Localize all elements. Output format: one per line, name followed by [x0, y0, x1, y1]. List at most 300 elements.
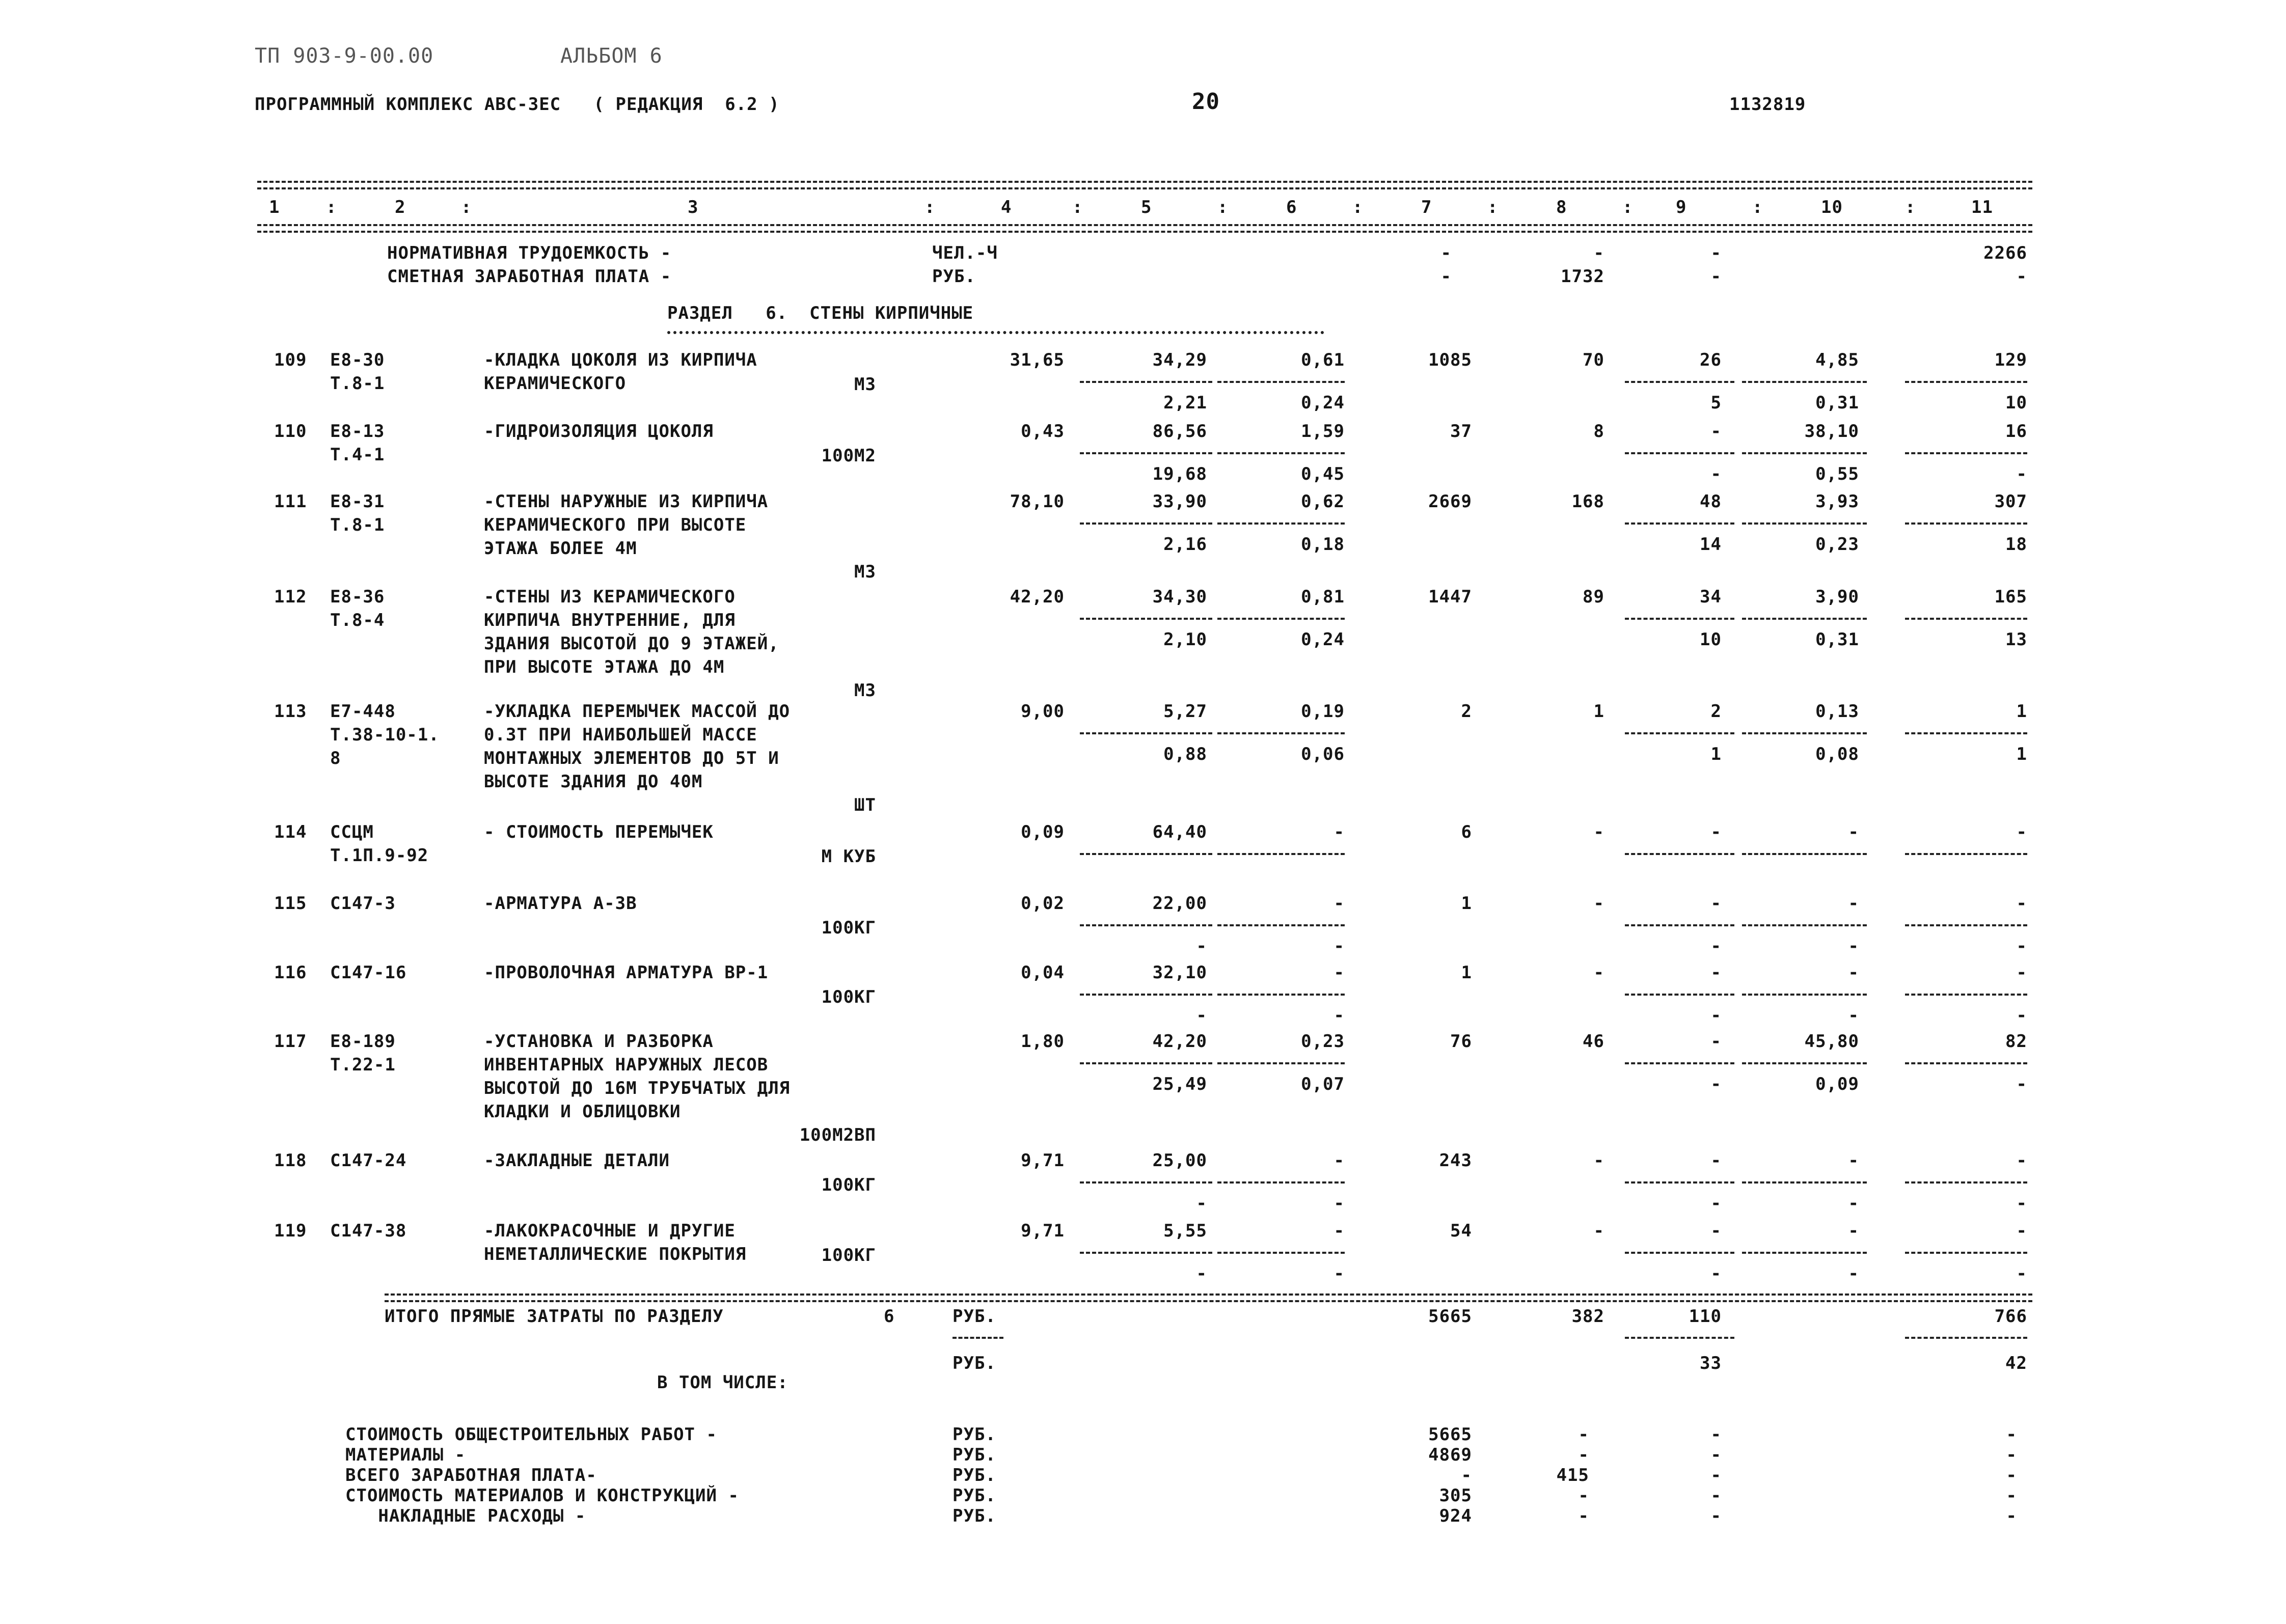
row-number: 113	[274, 701, 307, 722]
summary-c11: -	[2006, 1485, 2017, 1506]
row-quantity: 1,80	[1021, 1031, 1065, 1052]
row-c9-bottom: -	[1710, 1074, 1722, 1094]
row-dash-c11	[1905, 853, 2027, 855]
summary-c9: -	[1710, 1485, 1722, 1506]
header-top-rule	[257, 181, 2032, 183]
row-dash-c6	[1217, 452, 1345, 454]
row-quantity: 0,02	[1021, 893, 1065, 914]
row-number: 111	[274, 491, 307, 512]
row-dash-c6	[1217, 522, 1345, 525]
row-dash-c9	[1625, 522, 1734, 525]
row-dash-c5	[1080, 522, 1212, 525]
norm-c9: -	[1710, 266, 1722, 287]
column-number: 1	[269, 197, 280, 217]
row-total-cost: 2669	[1428, 491, 1472, 512]
summary-c11: -	[2006, 1424, 2017, 1445]
row-unit-machine: -	[1334, 893, 1345, 914]
norm-unit: ЧЕЛ.-Ч	[932, 243, 998, 263]
row-total-cost: 1	[1461, 962, 1472, 983]
row-description: - СТОИМОСТЬ ПЕРЕМЫЧЕК	[484, 822, 714, 842]
row-unit-cost: 33,90	[1152, 491, 1207, 512]
summary-c8: -	[1578, 1506, 1589, 1526]
row-norm-code: Е8-13	[330, 421, 385, 442]
row-total-wage: 46	[1583, 1031, 1604, 1052]
row-norm-code: Е8-36	[330, 587, 385, 607]
row-c11-top: -	[2016, 893, 2027, 914]
row-description: НЕМЕТАЛЛИЧЕСКИЕ ПОКРЫТИЯ	[484, 1244, 747, 1264]
row-c11-top: 129	[1994, 350, 2027, 370]
row-c11-top: 16	[2005, 421, 2027, 442]
row-description: ПРИ ВЫСОТЕ ЭТАЖА ДО 4М	[484, 657, 725, 677]
summary-unit: РУБ.	[953, 1424, 996, 1445]
row-dash-c5	[1080, 732, 1212, 734]
row-norm-code: Т.8-1	[330, 515, 385, 535]
row-c9-bottom: -	[1710, 464, 1722, 484]
row-dash-c9	[1625, 1181, 1734, 1183]
column-separator: :	[1217, 197, 1229, 217]
norm-c8: -	[1593, 243, 1604, 263]
row-quantity: 9,71	[1021, 1150, 1065, 1171]
row-dash-c5	[1080, 924, 1212, 926]
row-description: МОНТАЖНЫХ ЭЛЕМЕНТОВ ДО 5Т И	[484, 748, 779, 768]
row-c10-bottom: 0,55	[1815, 464, 1859, 484]
row-dash-c11	[1905, 1252, 2027, 1254]
row-norm-code: Е8-30	[330, 350, 385, 370]
row-c10-bottom: -	[1848, 936, 1859, 956]
row-description: ЗДАНИЯ ВЫСОТОЙ ДО 9 ЭТАЖЕЙ,	[484, 634, 779, 654]
row-norm-code: Е8-31	[330, 491, 385, 512]
row-c11-top: 165	[1994, 587, 2027, 607]
row-unit-machine: 0,81	[1301, 587, 1345, 607]
document-code: ТП 903-9-00.00	[255, 44, 434, 68]
row-c9-top: 26	[1700, 350, 1722, 370]
totals-c11-bottom: 42	[2005, 1353, 2027, 1373]
row-unit-cost: 64,40	[1152, 822, 1207, 842]
row-description: КЕРАМИЧЕСКОГО	[484, 373, 627, 394]
row-description: ВЫСОТЕ ЗДАНИЯ ДО 40М	[484, 772, 703, 792]
summary-c9: -	[1710, 1506, 1722, 1526]
row-quantity: 9,00	[1021, 701, 1065, 722]
row-c9-top: 34	[1700, 587, 1722, 607]
row-dash-c5	[1080, 1181, 1212, 1183]
row-number: 112	[274, 587, 307, 607]
summary-unit: РУБ.	[953, 1506, 996, 1526]
totals-top-rule-2	[385, 1300, 2032, 1302]
summary-c11: -	[2006, 1506, 2017, 1526]
row-c10-top: 3,93	[1815, 491, 1859, 512]
totals-c11-dash	[1905, 1337, 2027, 1339]
norm-c7: -	[1440, 243, 1452, 263]
summary-c7: -	[1461, 1465, 1472, 1485]
row-c10-bottom: 0,31	[1815, 629, 1859, 650]
row-c10-top: 4,85	[1815, 350, 1859, 370]
row-c11-top: -	[2016, 822, 2027, 842]
row-c11-bottom: -	[2016, 1005, 2027, 1026]
row-unit-machine: 0,61	[1301, 350, 1345, 370]
row-unit-machine-wage: -	[1334, 936, 1345, 956]
row-c9-bottom: -	[1710, 1263, 1722, 1284]
row-description: -КЛАДКА ЦОКОЛЯ ИЗ КИРПИЧА	[484, 350, 757, 370]
row-norm-code: 8	[330, 748, 341, 768]
row-dash-c6	[1217, 618, 1345, 620]
row-unit-cost-wage: 19,68	[1152, 464, 1207, 484]
row-unit-machine-wage: -	[1334, 1005, 1345, 1026]
totals-label: ИТОГО ПРЯМЫЕ ЗАТРАТЫ ПО РАЗДЕЛУ	[385, 1306, 724, 1327]
row-dash-c10	[1742, 732, 1867, 734]
row-unit-cost-wage: 2,10	[1163, 629, 1207, 650]
row-c9-top: -	[1710, 822, 1722, 842]
row-c9-bottom: 10	[1700, 629, 1722, 650]
row-c11-top: 1	[2016, 701, 2027, 722]
row-unit-cost: 25,00	[1152, 1150, 1207, 1171]
row-unit-cost-wage: -	[1196, 1005, 1207, 1026]
column-separator: :	[1072, 197, 1083, 217]
row-unit-cost: 5,27	[1163, 701, 1207, 722]
row-total-wage: -	[1593, 1221, 1604, 1241]
row-dash-c9	[1625, 452, 1734, 454]
row-quantity: 31,65	[1010, 350, 1065, 370]
row-dash-c10	[1742, 1181, 1867, 1183]
summary-label: НАКЛАДНЫЕ РАСХОДЫ -	[345, 1506, 586, 1526]
row-c11-top: 307	[1994, 491, 2027, 512]
norm-c9: -	[1710, 243, 1722, 263]
row-unit: М КУБ	[821, 846, 876, 867]
row-c10-top: -	[1848, 1221, 1859, 1241]
row-quantity: 0,43	[1021, 421, 1065, 442]
row-c9-top: -	[1710, 1150, 1722, 1171]
row-description: ИНВЕНТАРНЫХ НАРУЖНЫХ ЛЕСОВ	[484, 1055, 769, 1075]
row-c9-top: 2	[1710, 701, 1722, 722]
row-unit-machine: -	[1334, 1150, 1345, 1171]
row-c11-bottom: -	[2016, 936, 2027, 956]
row-dash-c10	[1742, 1252, 1867, 1254]
row-c11-bottom: -	[2016, 1074, 2027, 1094]
row-c11-top: -	[2016, 1221, 2027, 1241]
row-unit-machine-wage: 0,18	[1301, 534, 1345, 555]
row-quantity: 0,04	[1021, 962, 1065, 983]
row-dash-c11	[1905, 732, 2027, 734]
row-dash-c11	[1905, 1181, 2027, 1183]
row-unit-machine: 0,62	[1301, 491, 1345, 512]
row-number: 116	[274, 962, 307, 983]
row-dash-c5	[1080, 452, 1212, 454]
row-c10-top: 3,90	[1815, 587, 1859, 607]
summary-c7: 924	[1439, 1506, 1472, 1526]
row-norm-code: С147-16	[330, 962, 407, 983]
column-separator: :	[1752, 197, 1763, 217]
totals-unit-dash	[953, 1337, 1003, 1339]
row-norm-code: Т.8-4	[330, 610, 385, 630]
row-description: ВЫСОТОЙ ДО 16М ТРУБЧАТЫХ ДЛЯ	[484, 1078, 791, 1098]
row-description: -СТЕНЫ НАРУЖНЫЕ ИЗ КИРПИЧА	[484, 491, 769, 512]
row-unit-cost: 22,00	[1152, 893, 1207, 914]
totals-top-rule	[385, 1293, 2032, 1296]
row-dash-c6	[1217, 994, 1345, 996]
column-number: 2	[395, 197, 406, 217]
row-dash-c9	[1625, 732, 1734, 734]
row-dash-c11	[1905, 618, 2027, 620]
row-description: 0.3Т ПРИ НАИБОЛЬШЕЙ МАССЕ	[484, 725, 757, 745]
row-unit: М3	[854, 562, 876, 582]
row-unit-machine: 0,19	[1301, 701, 1345, 722]
row-c9-top: 48	[1700, 491, 1722, 512]
row-dash-c11	[1905, 1062, 2027, 1064]
column-separator: :	[1487, 197, 1499, 217]
row-description: -СТЕНЫ ИЗ КЕРАМИЧЕСКОГО	[484, 587, 736, 607]
summary-c9: -	[1710, 1465, 1722, 1485]
row-unit-cost-wage: 25,49	[1152, 1074, 1207, 1094]
row-unit-machine: 0,23	[1301, 1031, 1345, 1052]
totals-c9-top: 110	[1689, 1306, 1722, 1327]
row-unit: 100КГ	[821, 987, 876, 1007]
row-unit-machine: -	[1334, 962, 1345, 983]
row-dash-c11	[1905, 452, 2027, 454]
row-dash-c6	[1217, 1181, 1345, 1183]
row-c10-top: -	[1848, 1150, 1859, 1171]
row-dash-c5	[1080, 994, 1212, 996]
row-dash-c6	[1217, 732, 1345, 734]
row-dash-c11	[1905, 522, 2027, 525]
row-dash-c6	[1217, 1252, 1345, 1254]
row-total-wage: -	[1593, 893, 1604, 914]
row-c10-top: -	[1848, 962, 1859, 983]
row-description: КИРПИЧА ВНУТРЕННИЕ, ДЛЯ	[484, 610, 736, 630]
row-dash-c9	[1625, 381, 1734, 383]
norm-c11: -	[2016, 266, 2027, 287]
row-unit-cost-wage: 2,16	[1163, 534, 1207, 555]
row-total-cost: 76	[1450, 1031, 1472, 1052]
including-title: В ТОМ ЧИСЛЕ:	[657, 1372, 788, 1393]
row-dash-c9	[1625, 618, 1734, 620]
row-total-cost: 6	[1461, 822, 1472, 842]
row-norm-code: Е7-448	[330, 701, 396, 722]
row-unit-machine: 1,59	[1301, 421, 1345, 442]
row-c11-bottom: 1	[2016, 744, 2027, 764]
section-title: РАЗДЕЛ 6. СТЕНЫ КИРПИЧНЫЕ	[667, 303, 974, 323]
row-c11-bottom: -	[2016, 464, 2027, 484]
row-c9-top: -	[1710, 1031, 1722, 1052]
row-number: 114	[274, 822, 307, 842]
summary-c11: -	[2006, 1445, 2017, 1465]
row-dash-c10	[1742, 381, 1867, 383]
row-norm-code: Е8-189	[330, 1031, 396, 1052]
row-unit: 100КГ	[821, 1245, 876, 1265]
row-dash-c9	[1625, 994, 1734, 996]
summary-label: ВСЕГО ЗАРАБОТНАЯ ПЛАТА-	[345, 1465, 597, 1485]
row-description: -АРМАТУРА А-3В	[484, 893, 637, 914]
row-c9-top: -	[1710, 421, 1722, 442]
column-separator: :	[1905, 197, 1916, 217]
row-number: 110	[274, 421, 307, 442]
row-c9-top: -	[1710, 893, 1722, 914]
row-dash-c9	[1625, 853, 1734, 855]
row-dash-c10	[1742, 618, 1867, 620]
row-c10-bottom: 0,31	[1815, 393, 1859, 413]
row-number: 118	[274, 1150, 307, 1171]
summary-label: МАТЕРИАЛЫ -	[345, 1445, 466, 1465]
row-dash-c11	[1905, 994, 2027, 996]
summary-c11: -	[2006, 1465, 2017, 1485]
program-line: ПРОГРАММНЫЙ КОМПЛЕКС АВС-3ЕС ( РЕДАКЦИЯ 6.2 )	[255, 94, 780, 115]
summary-c8: -	[1578, 1424, 1589, 1445]
row-quantity: 78,10	[1010, 491, 1065, 512]
header-bottom-rule	[257, 224, 2032, 226]
row-total-cost: 37	[1450, 421, 1472, 442]
summary-c8: -	[1578, 1445, 1589, 1465]
row-description: КЕРАМИЧЕСКОГО ПРИ ВЫСОТЕ	[484, 515, 747, 535]
row-c10-bottom: 0,08	[1815, 744, 1859, 764]
row-description: -ЗАКЛАДНЫЕ ДЕТАЛИ	[484, 1150, 670, 1171]
row-c11-bottom: 18	[2005, 534, 2027, 555]
page-number: 20	[1192, 89, 1220, 115]
row-dash-c5	[1080, 381, 1212, 383]
column-separator: :	[326, 197, 337, 217]
row-quantity: 9,71	[1021, 1221, 1065, 1241]
row-unit-machine: -	[1334, 1221, 1345, 1241]
row-total-cost: 1447	[1428, 587, 1472, 607]
row-dash-c6	[1217, 1062, 1345, 1064]
row-dash-c10	[1742, 924, 1867, 926]
summary-c8: -	[1578, 1485, 1589, 1506]
row-c9-bottom: 5	[1710, 393, 1722, 413]
row-total-cost: 243	[1439, 1150, 1472, 1171]
row-total-cost: 1085	[1428, 350, 1472, 370]
summary-unit: РУБ.	[953, 1465, 996, 1485]
row-dash-c10	[1742, 1062, 1867, 1064]
column-number: 9	[1676, 197, 1687, 217]
column-number: 7	[1421, 197, 1432, 217]
row-unit: 100КГ	[821, 1175, 876, 1195]
row-unit-cost: 86,56	[1152, 421, 1207, 442]
section-title-underline	[667, 331, 1324, 334]
summary-label: СТОИМОСТЬ МАТЕРИАЛОВ И КОНСТРУКЦИЙ -	[345, 1485, 739, 1506]
row-dash-c10	[1742, 452, 1867, 454]
row-c9-bottom: 14	[1700, 534, 1722, 555]
row-c9-top: -	[1710, 1221, 1722, 1241]
row-dash-c5	[1080, 1252, 1212, 1254]
row-unit-machine-wage: 0,06	[1301, 744, 1345, 764]
row-dash-c6	[1217, 924, 1345, 926]
summary-c8: 415	[1556, 1465, 1589, 1485]
row-norm-code: Т.4-1	[330, 445, 385, 465]
header-bottom-rule-2	[257, 231, 2032, 233]
row-number: 119	[274, 1221, 307, 1241]
row-c9-bottom: -	[1710, 1193, 1722, 1214]
row-c10-top: -	[1848, 822, 1859, 842]
row-description: -ПРОВОЛОЧНАЯ АРМАТУРА ВР-1	[484, 962, 769, 983]
row-unit: М3	[854, 680, 876, 701]
row-c10-bottom: 0,23	[1815, 534, 1859, 555]
row-norm-code: С147-24	[330, 1150, 407, 1171]
row-unit: 100М2	[821, 446, 876, 466]
row-c11-top: -	[2016, 962, 2027, 983]
row-total-wage: 89	[1583, 587, 1604, 607]
summary-unit: РУБ.	[953, 1445, 996, 1465]
row-c9-top: -	[1710, 962, 1722, 983]
row-total-wage: -	[1593, 822, 1604, 842]
row-unit-cost-wage: -	[1196, 936, 1207, 956]
column-number: 4	[1001, 197, 1012, 217]
row-dash-c5	[1080, 618, 1212, 620]
row-dash-c9	[1625, 1062, 1734, 1064]
row-c10-bottom: -	[1848, 1193, 1859, 1214]
row-quantity: 42,20	[1010, 587, 1065, 607]
column-number: 5	[1141, 197, 1152, 217]
row-c10-bottom: -	[1848, 1005, 1859, 1026]
row-dash-c9	[1625, 1252, 1734, 1254]
totals-unit-2: РУБ.	[953, 1353, 996, 1373]
row-total-wage: 1	[1593, 701, 1604, 722]
norm-label: СМЕТНАЯ ЗАРАБОТНАЯ ПЛАТА -	[387, 266, 672, 287]
row-unit-machine-wage: 0,24	[1301, 393, 1345, 413]
row-number: 109	[274, 350, 307, 370]
norm-c11: 2266	[1983, 243, 2027, 263]
row-c10-top: 38,10	[1804, 421, 1859, 442]
row-unit-machine-wage: 0,24	[1301, 629, 1345, 650]
summary-c9: -	[1710, 1445, 1722, 1465]
row-unit-cost: 34,30	[1152, 587, 1207, 607]
row-total-wage: -	[1593, 962, 1604, 983]
column-number: 6	[1286, 197, 1297, 217]
row-c9-bottom: -	[1710, 936, 1722, 956]
row-unit-cost-wage: 0,88	[1163, 744, 1207, 764]
row-dash-c10	[1742, 522, 1867, 525]
column-separator: :	[461, 197, 472, 217]
row-c10-top: -	[1848, 893, 1859, 914]
row-description: -УСТАНОВКА И РАЗБОРКА	[484, 1031, 714, 1052]
row-total-wage: 70	[1583, 350, 1604, 370]
row-unit-cost: 5,55	[1163, 1221, 1207, 1241]
row-unit-cost-wage: -	[1196, 1193, 1207, 1214]
row-c11-top: -	[2016, 1150, 2027, 1171]
row-unit-cost-wage: 2,21	[1163, 393, 1207, 413]
row-dash-c10	[1742, 994, 1867, 996]
row-dash-c9	[1625, 924, 1734, 926]
row-total-wage: 168	[1571, 491, 1604, 512]
row-c11-bottom: 10	[2005, 393, 2027, 413]
summary-c9: -	[1710, 1424, 1722, 1445]
row-unit-cost: 32,10	[1152, 962, 1207, 983]
column-number: 8	[1556, 197, 1567, 217]
row-c11-bottom: 13	[2005, 629, 2027, 650]
row-dash-c6	[1217, 381, 1345, 383]
totals-unit-1: РУБ.	[953, 1306, 996, 1327]
row-c9-bottom: 1	[1710, 744, 1722, 764]
row-unit-cost: 34,29	[1152, 350, 1207, 370]
row-norm-code: Т.8-1	[330, 373, 385, 394]
row-unit-machine-wage: -	[1334, 1263, 1345, 1284]
summary-c7: 305	[1439, 1485, 1472, 1506]
row-unit-machine-wage: -	[1334, 1193, 1345, 1214]
row-description: -ЛАКОКРАСОЧНЫЕ И ДРУГИЕ	[484, 1221, 736, 1241]
row-norm-code: Т.1П.9-92	[330, 845, 429, 866]
column-number: 3	[688, 197, 699, 217]
row-total-cost: 54	[1450, 1221, 1472, 1241]
norm-c7: -	[1440, 266, 1452, 287]
album-label: АЛЬБОМ 6	[560, 44, 663, 68]
row-unit-cost-wage: -	[1196, 1263, 1207, 1284]
row-unit: М3	[854, 374, 876, 395]
norm-c8: 1732	[1561, 266, 1604, 287]
row-total-wage: -	[1593, 1150, 1604, 1171]
row-dash-c5	[1080, 1062, 1212, 1064]
row-c10-top: 0,13	[1815, 701, 1859, 722]
row-dash-c6	[1217, 853, 1345, 855]
summary-c7: 4869	[1428, 1445, 1472, 1465]
row-c11-bottom: -	[2016, 1193, 2027, 1214]
row-norm-code: Т.22-1	[330, 1055, 396, 1075]
column-separator: :	[1622, 197, 1634, 217]
